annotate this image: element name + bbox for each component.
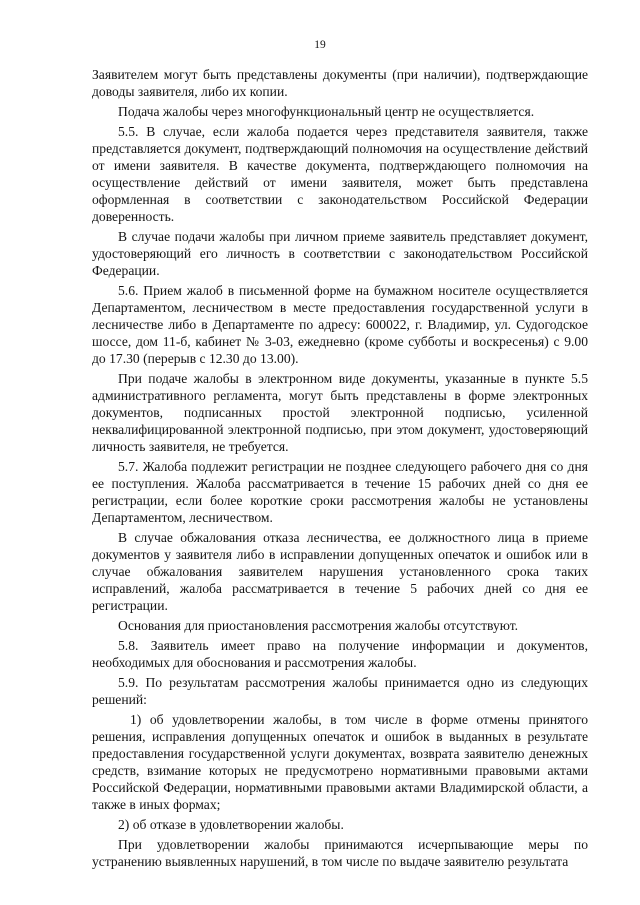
paragraph-evidence-documents: Заявителем могут быть представлены документы (при наличии), подтверждающие доводы заявителя, либо их копии. xyxy=(92,67,588,99)
paragraph-personal-reception: В случае подачи жалобы при личном приеме заявитель представляет документ, удостоверяющий его личность в соответствии с законодательством Российской Федерации. xyxy=(92,229,588,278)
paragraph-5-9-decisions: 5.9. По результатам рассмотрения жалобы принимается одно из следующих решений: xyxy=(92,675,588,707)
paragraph-5-8-right-to-information: 5.8. Заявитель имеет право на получение информации и документов, необходимых для обоснования и рассмотрения жалобы. xyxy=(92,638,588,670)
list-item-refusal: 2) об отказе в удовлетворении жалобы. xyxy=(118,817,344,832)
page-number: 19 xyxy=(314,39,326,51)
paragraph-refusal-appeal: В случае обжалования отказа лесничества, ее должностного лица в приеме документов у заявителя либо в исправлении допущенных опечаток и ошибок или в случае обжалования заявителем нарушения установленного срока таких исправлений, жалоба рассматривается в течение 5 рабочих дней со дня ее регистрации. xyxy=(92,530,588,613)
document-body xyxy=(92,66,588,873)
paragraph-no-suspension: Основания для приостановления рассмотрения жалобы отсутствуют. xyxy=(118,618,519,633)
paragraph-5-6-paper-complaints: 5.6. Прием жалоб в письменной форме на бумажном носителе осуществляется Департаментом, лесничеством в месте предоставления государственной услуги в лесничестве либо в Департаменте по адресу: 600022, г. Владимир, ул. Судогодское шоссе, дом 11-б, кабинет № 3-03, ежедневно (кроме субботы и воскресенья) с 9.00 до 17.30 (перерыв с 12.30 до 13.00). xyxy=(92,283,588,366)
paragraph-electronic-complaints: При подаче жалобы в электронном виде документы, указанные в пункте 5.5 административного регламента, могут быть представлены в форме электронных документов, подписанных простой электронной подписью, усиленной неквалифицированной электронной подписью, при этом документ, удостоверяющий личность заявителя, не требуется. xyxy=(92,371,588,454)
paragraph-mfc-not-available: Подача жалобы через многофункциональный центр не осуществляется. xyxy=(118,104,535,119)
list-item-satisfaction: 1) об удовлетворении жалобы, в том числе в форме отмены принятого решения, исправления допущенных опечаток и ошибок в выданных в результате предоставления государственной услуги документах, возврата заявителю денежных средств, взимание которых не предусмотрено нормативными правовыми актами Российской Федерации, нормативными правовыми актами Владимирской области, а также в иных формах; xyxy=(92,712,588,812)
paragraph-5-5-representative: 5.5. В случае, если жалоба подается через представителя заявителя, также представляется документ, подтверждающий полномочия на осуществление действий от имени заявителя. В качестве документа, подтверждающего полномочия на осуществление действий от имени заявителя, может быть представлена оформленная в соответствии с законодательством Российской Федерации доверенность. xyxy=(92,124,588,224)
paragraph-5-7-registration: 5.7. Жалоба подлежит регистрации не позднее следующего рабочего дня со дня ее поступления. Жалоба рассматривается в течение 15 рабочих дней со дня ее регистрации, если более короткие сроки рассмотрения жалобы не установлены Департаментом, лесничеством. xyxy=(92,459,588,525)
paragraph-remedial-measures: При удовлетворении жалобы принимаются исчерпывающие меры по устранению выявленных нарушений, в том числе по выдаче заявителю результата xyxy=(92,837,588,869)
